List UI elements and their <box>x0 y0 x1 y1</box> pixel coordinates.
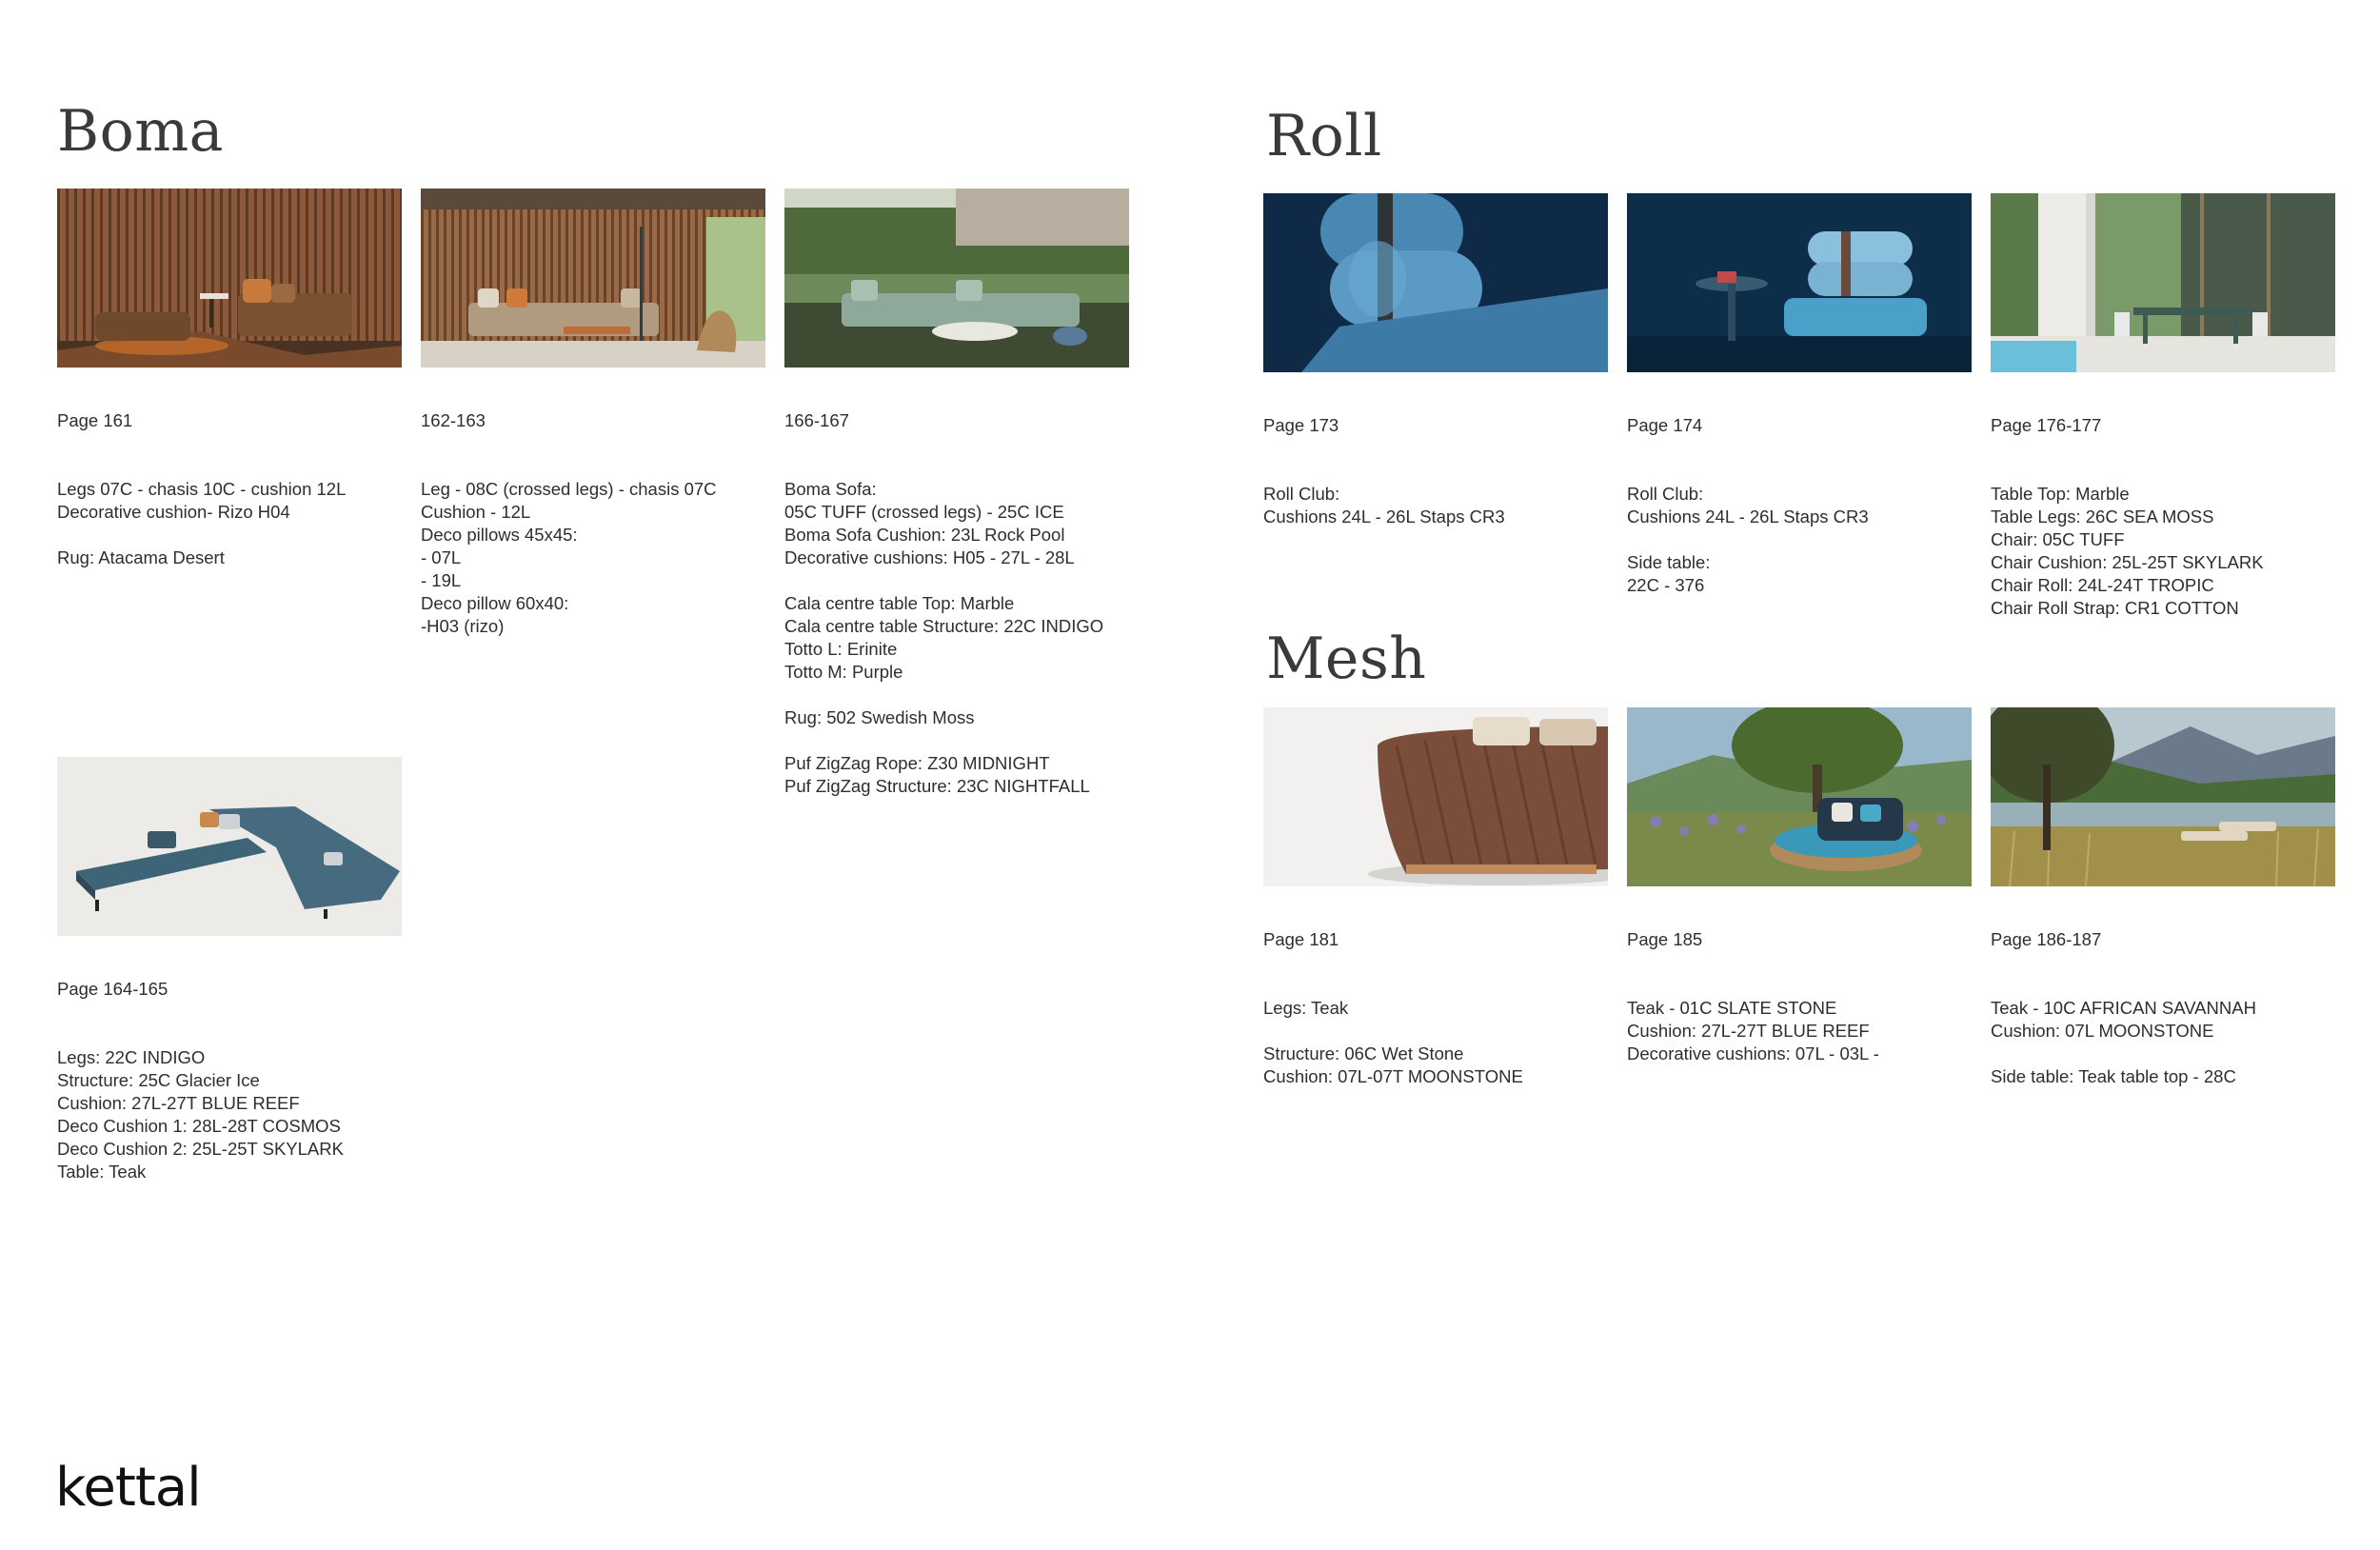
product-card-roll-173 <box>1263 193 1608 528</box>
section-title-mesh: Mesh <box>1266 626 1427 692</box>
page-reference: 166-167 <box>784 410 849 430</box>
product-card-mesh-181 <box>1263 707 1608 1088</box>
product-photo-boma-corner-sofa <box>57 757 402 936</box>
finish-details: Legs 07C - chasis 10C - cushion 12L Decorative cushion- Rizo H04 Rug: Atacama Desert <box>57 479 347 567</box>
product-photo-boma-sectional-interior <box>421 189 765 368</box>
kettal-logo: kettal <box>55 1457 201 1519</box>
finish-details: Leg - 08C (crossed legs) - chasis 07C Cushion - 12L Deco pillows 45x45: - 07L - 19L Deco pillow 60x40: -H03 (rizo) <box>421 479 717 636</box>
product-photo-mesh-lakeside-loungers <box>1991 707 2335 886</box>
product-card-boma-166 <box>784 189 1129 798</box>
finish-details: Table Top: Marble Table Legs: 26C SEA MOSS Chair: 05C TUFF Chair Cushion: 25L-25T SKYLARK Chair Roll: 24L-24T TROPIC Chair Roll Strap: CR1 COTTON <box>1991 484 2264 618</box>
page-reference: Page 186-187 <box>1991 929 2102 949</box>
product-photo-mesh-daybed-meadow <box>1627 707 1972 886</box>
page-reference: Page 161 <box>57 410 133 430</box>
product-photo-mesh-sofa-studio <box>1263 707 1608 886</box>
product-photo-boma-lounge-slats <box>57 189 402 368</box>
section-title-boma: Boma <box>57 98 224 165</box>
finish-details: Legs: Teak Structure: 06C Wet Stone Cushion: 07L-07T MOONSTONE <box>1263 998 1523 1086</box>
product-card-boma-161 <box>57 189 402 569</box>
finish-details: Roll Club: Cushions 24L - 26L Staps CR3 <box>1263 484 1505 527</box>
page-reference: Page 185 <box>1627 929 1703 949</box>
product-card-boma-162 <box>421 189 765 638</box>
product-card-mesh-185 <box>1627 707 1972 1065</box>
product-photo-roll-club-side-table <box>1627 193 1972 372</box>
product-card-roll-174 <box>1627 193 1972 597</box>
finish-details: Legs: 22C INDIGO Structure: 25C Glacier Ice Cushion: 27L-27T BLUE REEF Deco Cushion 1: 28L-28T COSMOS Deco Cushion 2: 25L-25T SKYLARK Table: Teak <box>57 1047 344 1182</box>
page-reference: Page 176-177 <box>1991 415 2102 435</box>
page-reference: 162-163 <box>421 410 486 430</box>
page-reference: Page 164-165 <box>57 979 169 999</box>
product-card-roll-176 <box>1991 193 2335 620</box>
page-reference: Page 173 <box>1263 415 1339 435</box>
finish-details: Teak - 01C SLATE STONE Cushion: 27L-27T BLUE REEF Decorative cushions: 07L - 03L - <box>1627 998 1879 1063</box>
product-photo-roll-club-closeup <box>1263 193 1608 372</box>
section-title-roll: Roll <box>1266 103 1382 169</box>
product-photo-roll-dining-terrace <box>1991 193 2335 372</box>
finish-details: Teak - 10C AFRICAN SAVANNAH Cushion: 07L MOONSTONE Side table: Teak table top - 28C <box>1991 998 2256 1086</box>
finish-details: Roll Club: Cushions 24L - 26L Staps CR3 Side table: 22C - 376 <box>1627 484 1869 595</box>
product-photo-boma-sofa-garden <box>784 189 1129 368</box>
page-reference: Page 181 <box>1263 929 1339 949</box>
finish-details: Boma Sofa: 05C TUFF (crossed legs) - 25C ICE Boma Sofa Cushion: 23L Rock Pool Decorative cushions: H05 - 27L - 28L Cala centre table Top: Marble Cala centre table Structure: 22C INDIGO Totto L: Erinite Totto M: Purple Rug: 502 Swedish Moss Puf ZigZag Rope: Z30 MIDNIGHT Puf ZigZag Structure: 23C NIGHTFALL <box>784 479 1104 796</box>
product-card-mesh-186 <box>1991 707 2335 1088</box>
product-card-boma-164 <box>57 757 402 1183</box>
page-reference: Page 174 <box>1627 415 1703 435</box>
